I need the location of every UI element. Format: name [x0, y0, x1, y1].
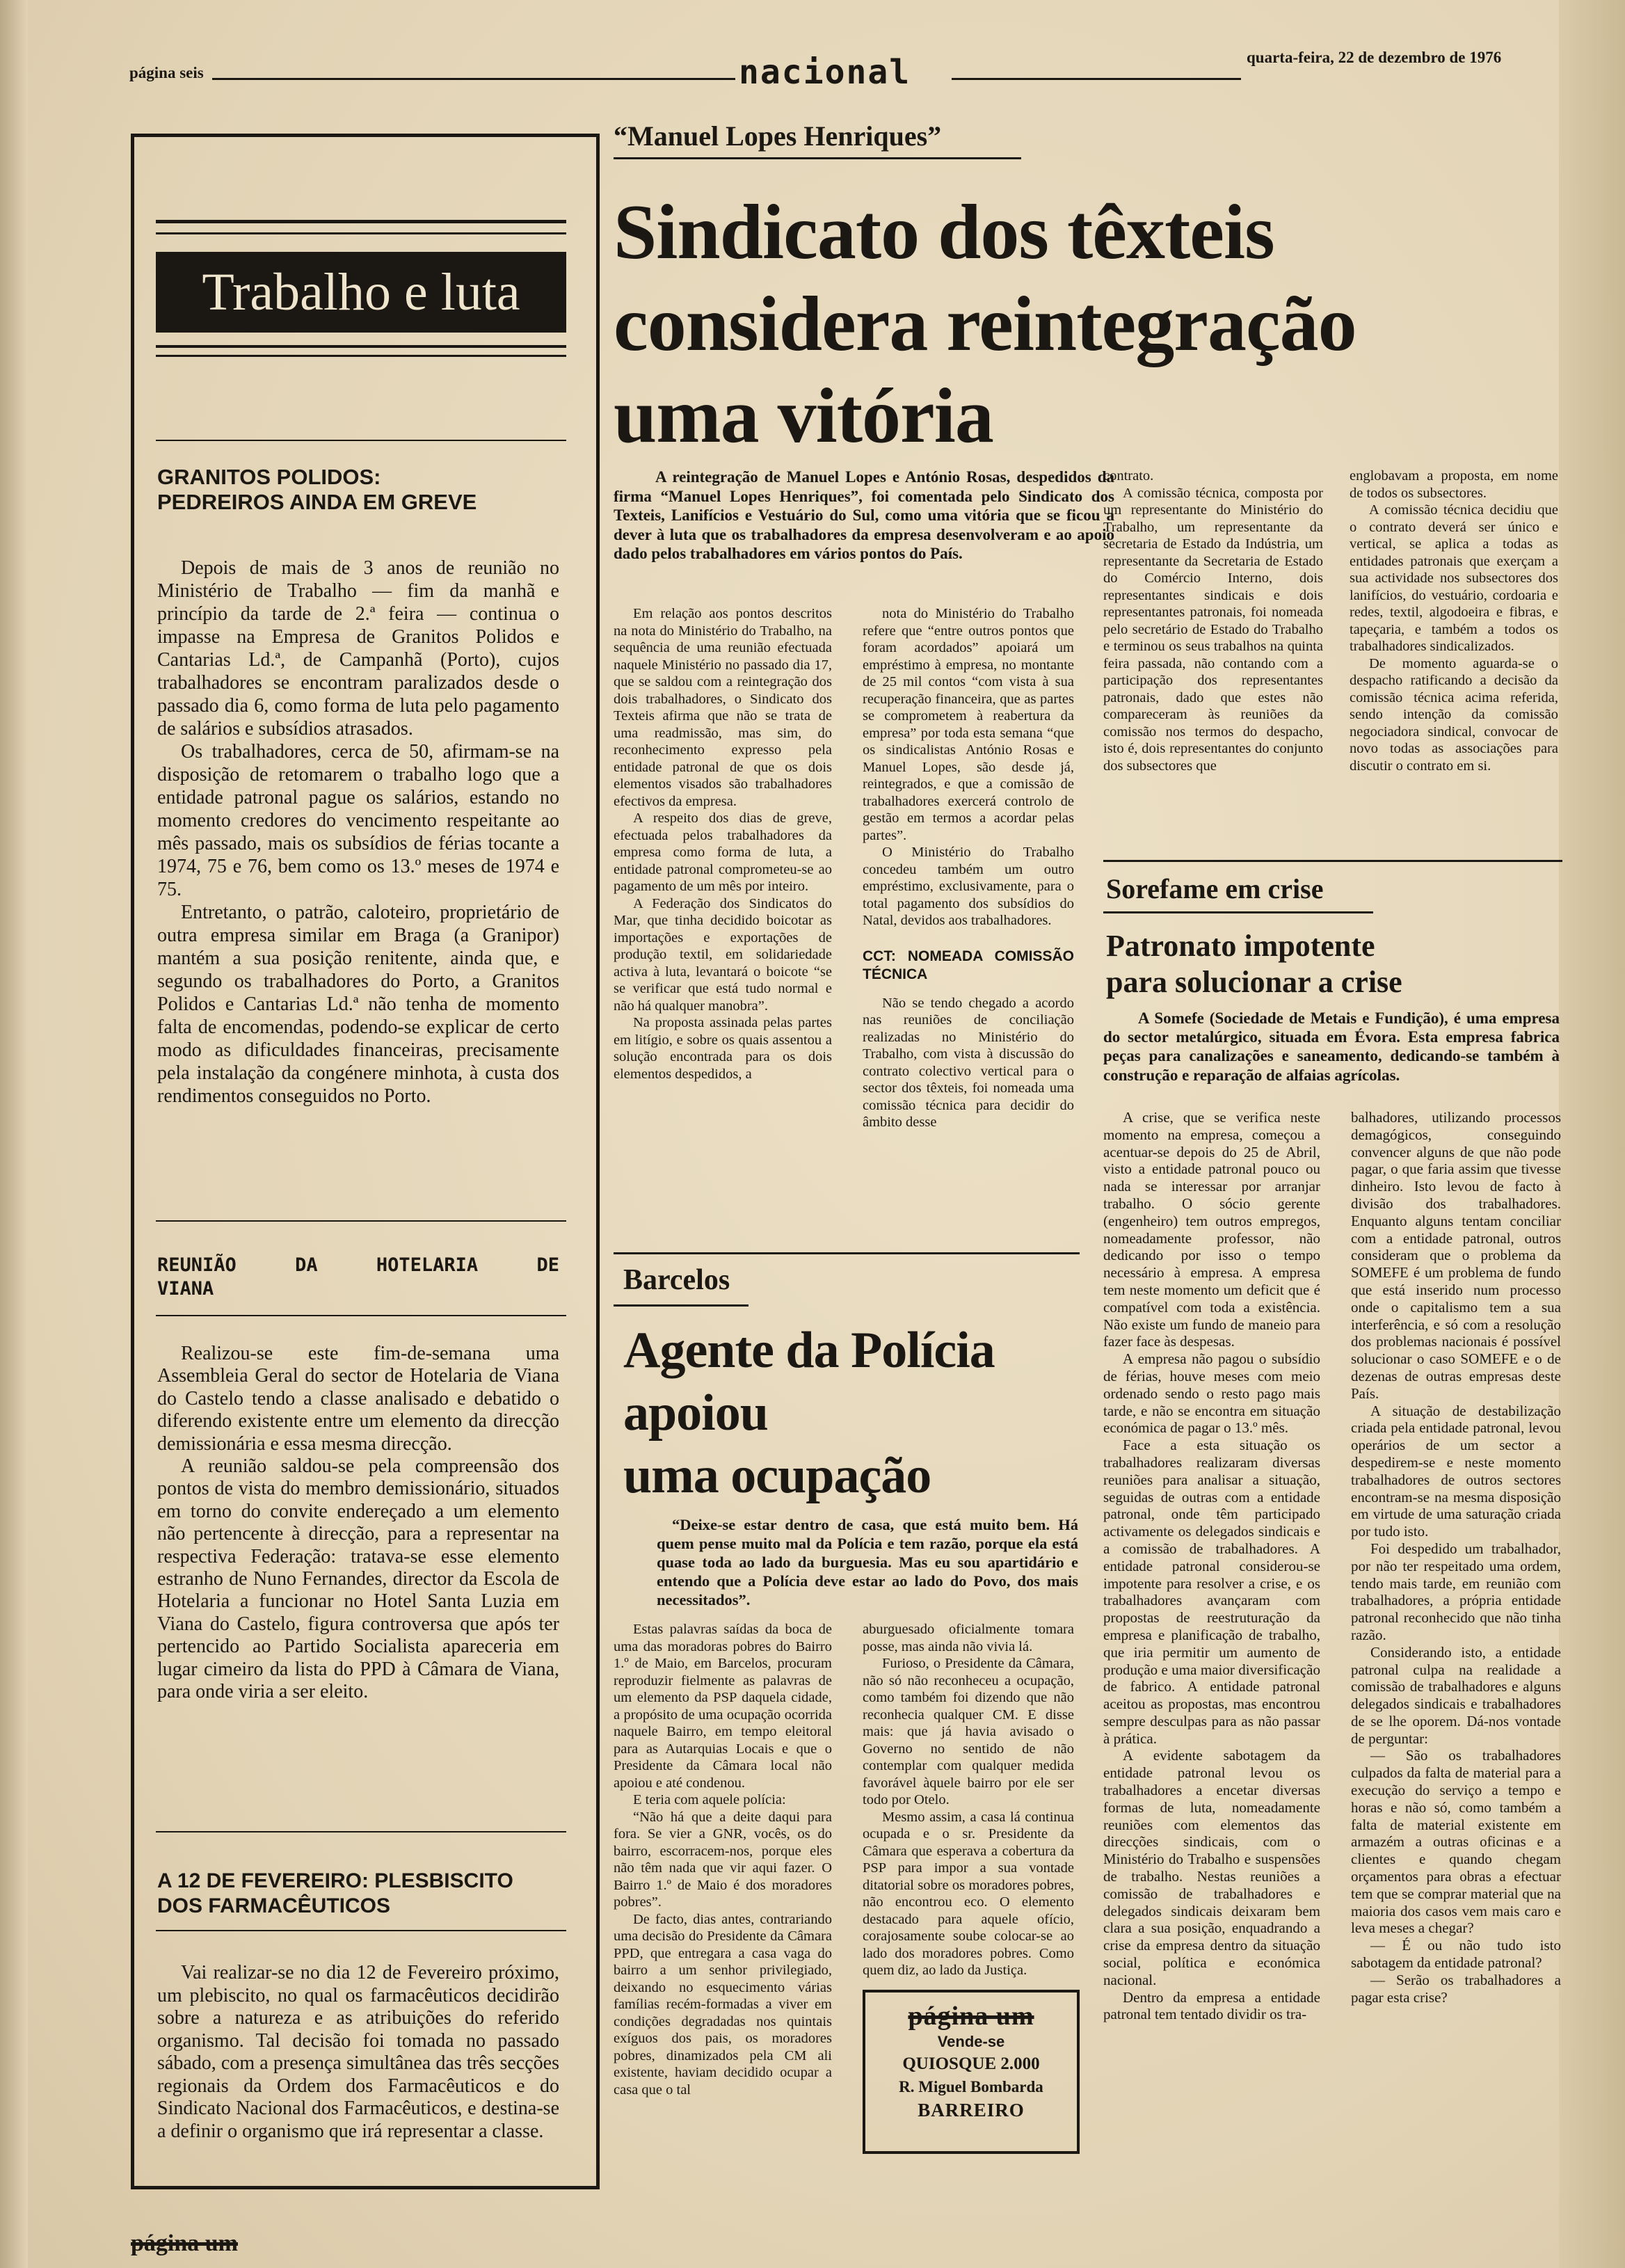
paragraph: Estas palavras saídas da boca de uma das moradoras pobres do Bairro 1.º de Maio, em Barcelos, procuram reproduzir fielmente as palavras de um elemento da PSP daquela cidade, a propósito de uma ocupação ocorrida naquele Bairro, em tempo eleitoral para as Autarquias Locais e que o Presidente da Câmara local não apoiou e até condenou.: [614, 1622, 832, 1791]
paragraph: aburguesado oficialmente tomara posse, mas ainda não vivia lá.: [863, 1622, 1074, 1654]
paragraph: A respeito dos dias de greve, efectuada pelos trabalhadores da empresa como forma de luta, a entidade patronal comprometeu-se ao pagamento de um mês por inteiro.: [614, 810, 832, 894]
article-granitos: [157, 557, 559, 1108]
headline-line: Patronato impotente: [1106, 929, 1375, 963]
paragraph: Entretanto, o patrão, caloteiro, proprietário de outra empresa similar em Braga (a Granipor) mantém a sua posição renitente, ainda que, e segundo os trabalhadores do Porto, a Granitos Polidos e Cantarias Ld.ª não tenha de momento falta de encomendas, podendo-se explicar de certo modo as dificuldades financeiras, precisamente pela instalação da congénere minhota, à custa dos rendimentos conseguidos no Porto.: [157, 902, 559, 1107]
box-rule: [156, 220, 566, 223]
article-divider: [156, 1220, 566, 1222]
paragraph: Realizou-se este fim-de-semana uma Assembleia Geral do sector de Hotelaria de Viana do Castelo tendo a classe analisado e debatido o diferendo existente entre um elemento da direcção demissionária e essa mesma direcção.: [157, 1343, 559, 1455]
page-label: página seis: [129, 64, 204, 81]
headline-line: apoiou: [623, 1384, 768, 1442]
paragraph: A Somefe (Sociedade de Metais e Fundição), é uma empresa do sector metalúrgico, situada em Évora. Esta empresa fabrica peças para canalizações e saneamento, dedicando-se também à construção e reparação de alfaias agrícolas.: [1103, 1009, 1560, 1084]
main-column-2: [863, 605, 1074, 1131]
headline-line: para solucionar a crise: [1106, 965, 1402, 999]
box-rule: [156, 345, 566, 348]
paragraph: E teria com aquele polícia:: [633, 1792, 786, 1807]
paragraph: A Federação dos Sindicatos do Mar, que tinha decidido boicotar as importações e exportações de produção textil, em solidariedade activa à luta, levantará o boicote “se se verificar que está tudo normal e não há qualquer manobra”.: [614, 895, 832, 1014]
kicker-underline: [614, 157, 1021, 159]
paragraph: nota do Ministério do Trabalho refere que “entre outros pontos que foram acordados” apoiará um empréstimo à empresa, no montante de 25 mil contos “com vista à sua recuperação financeira, que as partes se comprometem à reabertura da empresa” por toda esta semana “que os sindicalistas António Rosas e Manuel Lopes, são desde já, reintegrados, e que a comissão de trabalhadores exercerá controlo de gestão em termos a acordar pelas partes”.: [863, 606, 1074, 843]
issue-date: quarta-feira, 22 de dezembro de 1976: [1247, 49, 1502, 66]
ad-line: R. Miguel Bombarda: [899, 2078, 1043, 2095]
barcelos-lead: [657, 1515, 1078, 1609]
headline-farmaceuticos: [157, 1869, 566, 1919]
main-column-3: [1103, 468, 1323, 774]
main-column-4: [1350, 468, 1558, 774]
headline-line: Sindicato dos têxteis: [614, 189, 1274, 275]
article-divider: [156, 1315, 566, 1316]
sorefame-column-1: [1103, 1109, 1320, 2023]
paragraph: A comissão técnica decidiu que o contrato deverá ser único e vertical, se aplica a todas as entidades patronais que exerçam a sua actividade nos subsectores dos lanifícios, do vestuário, cordoaria e redes, textil, algodoeira e fibras, e tapeçaria, e também a todos os trabalhadores sindicalizados.: [1350, 502, 1558, 654]
headline-line: DOS FARMACÊUTICOS: [157, 1894, 391, 1917]
headline-line: considera reintegração: [614, 281, 1356, 367]
paragraph: “Não há que a deite daqui para fora. Se vier a GNR, vocês, os do bairro, escorracem-nos, porque eles não têm nada que vir aqui fazer. O Bairro 1.º de Maio é dos moradores pobres”.: [614, 1809, 832, 1910]
sorefame-headline: [1106, 928, 1402, 1000]
paragraph: De facto, dias antes, contrariando uma decisão do Presidente da Câmara PPD, que entregara a casa vaga do bairro a um senhor privilegiado, deixando no esquecimento várias famílias recém-formadas a viver em condições degradadas nos quintais exíguos dos pais, os moradores pobres, dinamizados pela CM ali existente, haviam decidido ocupar a casa que o tal: [614, 1911, 832, 2098]
paragraph: Depois de mais de 3 anos de reunião no Ministério de Trabalho — fim da manhã e princípio da tarde de 2.ª feira — continua o impasse na Empresa de Granitos Polidos e Cantarias Ld.ª, de Campanhã (Porto), cujos trabalhadores se encontram paralizados desde o passado dia 6, como forma de luta pelo pagamento de salários e subsídios atrasados.: [157, 557, 559, 740]
box-title: Trabalho e luta: [156, 252, 566, 333]
ad-masthead: página um: [908, 2002, 1034, 2031]
paragraph: O Ministério do Trabalho concedeu também um outro empréstimo, exclusivamente, para o total pagamento dos subsídios do Natal, devidos aos trabalhadores.: [863, 845, 1074, 928]
article-divider: [156, 440, 566, 441]
main-column-1: [614, 605, 832, 1083]
header-rule-left: [212, 78, 735, 80]
box-rule: [156, 355, 566, 357]
headline-line: Agente da Polícia: [623, 1322, 995, 1379]
headline-line: uma ocupação: [623, 1447, 931, 1504]
barcelos-column-2: [863, 1621, 1074, 1979]
section-divider: [614, 1252, 1080, 1254]
paragraph: Foi despedido um trabalhador, por não ter respeitado uma ordem, tendo mais tarde, em reunião com trabalhadores, a própria entidade patronal reconhecido que não tinha razão.: [1351, 1540, 1561, 1643]
section-title: nacional: [739, 53, 911, 92]
ad-line: BARREIRO: [918, 2100, 1025, 2121]
paragraph: contrato.: [1103, 468, 1154, 484]
paragraph: — É ou não tudo isto sabotagem da entidade patronal?: [1351, 1937, 1561, 1972]
paragraph: A reunião saldou-se pela compreensão dos pontos de vista do membro demissionário, situados em torno do convite endereçado a um elemento não pertencente à direcção, para a representar na respectiva Federação: tratava-se esse elemento estranho de Nuno Fernandes, director da Escola de Hotelaria a funcionar no Hotel Santa Luzia em Viana do Castelo, figura controversa que após ter pertencido ao Partido Socialista apareceria em lugar cimeiro da lista do PPD à Câmara de Viana, para onde viria a ser eleito.: [157, 1455, 559, 1703]
headline-line: PEDREIROS AINDA EM GREVE: [157, 490, 477, 514]
barcelos-headline: [623, 1319, 1082, 1507]
kicker-underline: [614, 1304, 749, 1307]
footer-label: página um: [131, 2230, 238, 2256]
article-hotelaria: [157, 1343, 559, 1704]
barcelos-kicker: Barcelos: [623, 1264, 730, 1296]
paragraph: A comissão técnica, composta por um representante do Ministério do Trabalho, um representante da secretaria de Estado da Indústria, um representante da Secretaria de Estado do Comércio Interno, dois representantes sindicais e dois representantes patronais, foi nomeada pelo secretário de Estado do Trabalho e terminou os seus trabalhos na quinta feira passada, não contando com a participação dos representantes patronais, dado que estes não compareceram às reuniões da comissão nos termos do despacho, isto é, dois representantes do conjunto dos subsectores que: [1103, 485, 1323, 774]
headline-line: REUNIÃO DA HOTELARIA DE: [157, 1254, 559, 1276]
subheading-cct: CCT: NOMEADA COMISSÃO TÉCNICA: [863, 948, 1074, 982]
paragraph: A crise, que se verifica neste momento na empresa, começou a acentuar-se depois do 25 de Abril, visto a entidade patronal pouco ou nada se interessar por arranjar trabalho. O sócio gerente (engenheiro) tem outros empregos, nomeadamente professor, não dedicando por isso o tempo necessário à empresa. A empresa tem neste momento um deficit que é compatível com toda a existência. Não existe um fundo de maneio para fazer face às despesas.: [1103, 1109, 1320, 1350]
paragraph: Os trabalhadores, cerca de 50, afirmam-se na disposição de retomarem o trabalho logo que a entidade patronal pague os salários, estando no momento credores do vencimento respeitante ao mês passado, mais os subsídios de férias tocante a 1974, 75 e 76, bem como os 13.º meses de 1974 e 75.: [157, 741, 559, 900]
paragraph: A evidente sabotagem da entidade patronal levou os trabalhadores a encetar diversas formas de luta, nomeadamente reuniões com elementos das direcções sindicais, com o Ministério do Trabalho e suspensões de trabalho. Nestas reuniões a comissão de trabalhadores e delegados sindicais deixaram bem clara a sua posição, enquadrando a crise da empresa dentro da situação social, política e económica nacional.: [1103, 1747, 1320, 1988]
headline-granitos: [157, 465, 566, 515]
paragraph: “Deixe-se estar dentro de casa, que está muito bem. Há quem pense muito mal da Polícia e tem razão, porque ela está quase toda ao lado da burguesia. Mas eu sou apartidário e entendo que a Polícia deve estar ao lado do Povo, dos mais necessitados”.: [657, 1516, 1078, 1608]
paragraph: Na proposta assinada pelas partes em litígio, e sobre os quais assentou a solução encontrada para os dois elementos despedidos, a: [614, 1015, 832, 1082]
main-kicker: “Manuel Lopes Henriques”: [614, 120, 942, 152]
paragraph: Mesmo assim, a casa lá continua ocupada e o sr. Presidente da Câmara que esperava a cobertura da PSP para impor a sua vontade ditatorial sobre os moradores pobres, não encontrou eco. O elemento destacado para aquele ofício, corajosamente soube colocar-se ao lado dos moradores pobres. Como quem diz, ao lado da Justiça.: [863, 1809, 1074, 1978]
paragraph: — São os trabalhadores culpados da falta de material para a execução do serviço a tempo e horas e não só, como também a falta de material existente em armazém a outras oficinas e a clientes e quando chegam orçamentos para obras a efectuar tem que se comprar material que na maioria dos casos vem mais caro e leva meses a chegar?: [1351, 1747, 1561, 1937]
article-divider: [156, 1930, 566, 1931]
page-gutter-shadow: [0, 0, 28, 2268]
paragraph: Em relação aos pontos descritos na nota do Ministério do Trabalho, na sequência de uma reunião efectuada naquele Ministério no passado dia 17, que se saldou com a reintegração dos dois trabalhadores, o Sindicato dos Texteis afirma que não se trata de uma readmissão, mas sim, do reconhecimento expresso pela entidade patronal de que os dois elementos visados são trabalhadores efectivos da empresa.: [614, 606, 832, 809]
paragraph: De momento aguarda-se o despacho ratificando a decisão da comissão técnica acima referida, sendo intenção da comissão negociadora sindical, convocar de novo todas as associações para discutir o contrato em si.: [1350, 655, 1558, 774]
sorefame-kicker: Sorefame em crise: [1106, 873, 1324, 904]
sorefame-column-2: [1351, 1109, 1561, 2006]
article-divider: [156, 1831, 566, 1832]
ad-line: Vende-se: [937, 2033, 1005, 2050]
paragraph: Furioso, o Presidente da Câmara, não só não reconheceu a ocupação, como também foi dizendo que não reconhecia qualquer CM. E disse mais: que já havia avisado o Governo no sentido de não contemplar com qualquer medida favorável àquele bairro por ele ser todo por Otelo.: [863, 1656, 1074, 1807]
section-divider: [1103, 860, 1562, 862]
sorefame-lead: [1103, 1009, 1560, 1085]
paragraph: Não se tendo chegado a acordo nas reuniões de conciliação realizadas no Ministério do Trabalho, com vista à discussão do contrato colectivo vertical para o sector dos têxteis, foi nomeada uma comissão técnica para decidir do âmbito desse: [863, 995, 1074, 1130]
paragraph: englobavam a proposta, em nome de todos os subsectores.: [1350, 468, 1558, 501]
paragraph: Dentro da empresa a entidade patronal tem tentado dividir os tra-: [1103, 1988, 1320, 2023]
headline-hotelaria: [157, 1254, 559, 1301]
paragraph: Vai realizar-se no dia 12 de Fevereiro próximo, um plebiscito, no qual os farmacêuticos decidirão sobre a natureza e as atribuições do referido organismo. Tal decisão foi tomada no passado sábado, com a presença simultânea das três secções regionais da Ordem dos Farmacêuticos e do Sindicato Nacional dos Farmacêuticos, e destina-se a definir o organismo que irá representar a classe.: [157, 1962, 559, 2142]
ad-line: QUIOSQUE 2.000: [902, 2054, 1040, 2073]
paragraph: — Serão os trabalhadores a pagar esta crise?: [1351, 1971, 1561, 2006]
headline-line: A 12 DE FEVEREIRO: PLESBISCITO: [157, 1869, 513, 1892]
headline-line: uma vitória: [614, 373, 993, 459]
box-rule: [156, 232, 566, 234]
paragraph: Considerando isto, a entidade patronal culpa na realidade a comissão de trabalhadores e alguns delegados sindicais e trabalhadores de se lhe oporem. Dá-nos vontade de perguntar:: [1351, 1643, 1561, 1747]
paragraph: A empresa não pagou o subsídio de férias, houve meses com meio ordenado sendo o resto pago mais tarde, e não se encontra em situação económica de pagar o 13.º mês.: [1103, 1350, 1320, 1437]
headline-line: VIANA: [157, 1278, 214, 1300]
headline-line: GRANITOS POLIDOS:: [157, 465, 381, 489]
article-farmaceuticos: [157, 1962, 559, 2143]
main-lead: [614, 468, 1114, 564]
header-rule-right: [952, 78, 1241, 80]
classified-ad: [863, 1990, 1080, 2154]
paragraph: Face a esta situação os trabalhadores realizaram diversas reuniões para analisar a situação, seguidas de outras com a entidade patronal, onde têm participado activamente os delegados sindicais e a comissão de trabalhadores. A entidade patronal considerou-se impotente para resolver a crise, e os trabalhadores avançaram com propostas de reestruturação da empresa e planificação de trabalho, que iria permitir um aumento de produção e uma maior diversificação de fabrico. A entidade patronal aceitou as propostas, mas encontrou sempre desculpas para as não passar à prática.: [1103, 1437, 1320, 1747]
paragraph: A situação de destabilização criada pela entidade patronal, levou operários de um sector a despedirem-se e neste momento trabalhadores de outros sectores encontram-se na mesma disposição em virtude de uma saturação criada por tudo isto.: [1351, 1402, 1561, 1540]
main-headline: [614, 186, 1587, 462]
paragraph: A reintegração de Manuel Lopes e António Rosas, despedidos da firma “Manuel Lopes Henriques”, foi comentada pelo Sindicato dos Texteis, Lanifícios e Vestuário do Sul, como uma vitória que se ficou a dever à luta que os trabalhadores da empresa desenvolveram e ao apoio dado pelos trabalhadores em vários pontos do País.: [614, 468, 1114, 563]
paragraph: balhadores, utilizando processos demagógicos, conseguindo convencer alguns de que não pode pagar, o que faria assim que tivesse dinheiro. Isto levou de facto à divisão dos trabalhadores. Enquanto alguns tentam conciliar com a entidade patronal, outros consideram que o problema da SOMEFE é um problema de fundo que está inserido num processo onde o capitalismo tem a sua interferência, e só com a resolução dos problemas nacionais é possível solucionar o caso SOMEFE e o de dezenas de outras empresas deste País.: [1351, 1109, 1561, 1402]
kicker-underline: [1103, 911, 1373, 913]
barcelos-column-1: [614, 1621, 832, 2098]
